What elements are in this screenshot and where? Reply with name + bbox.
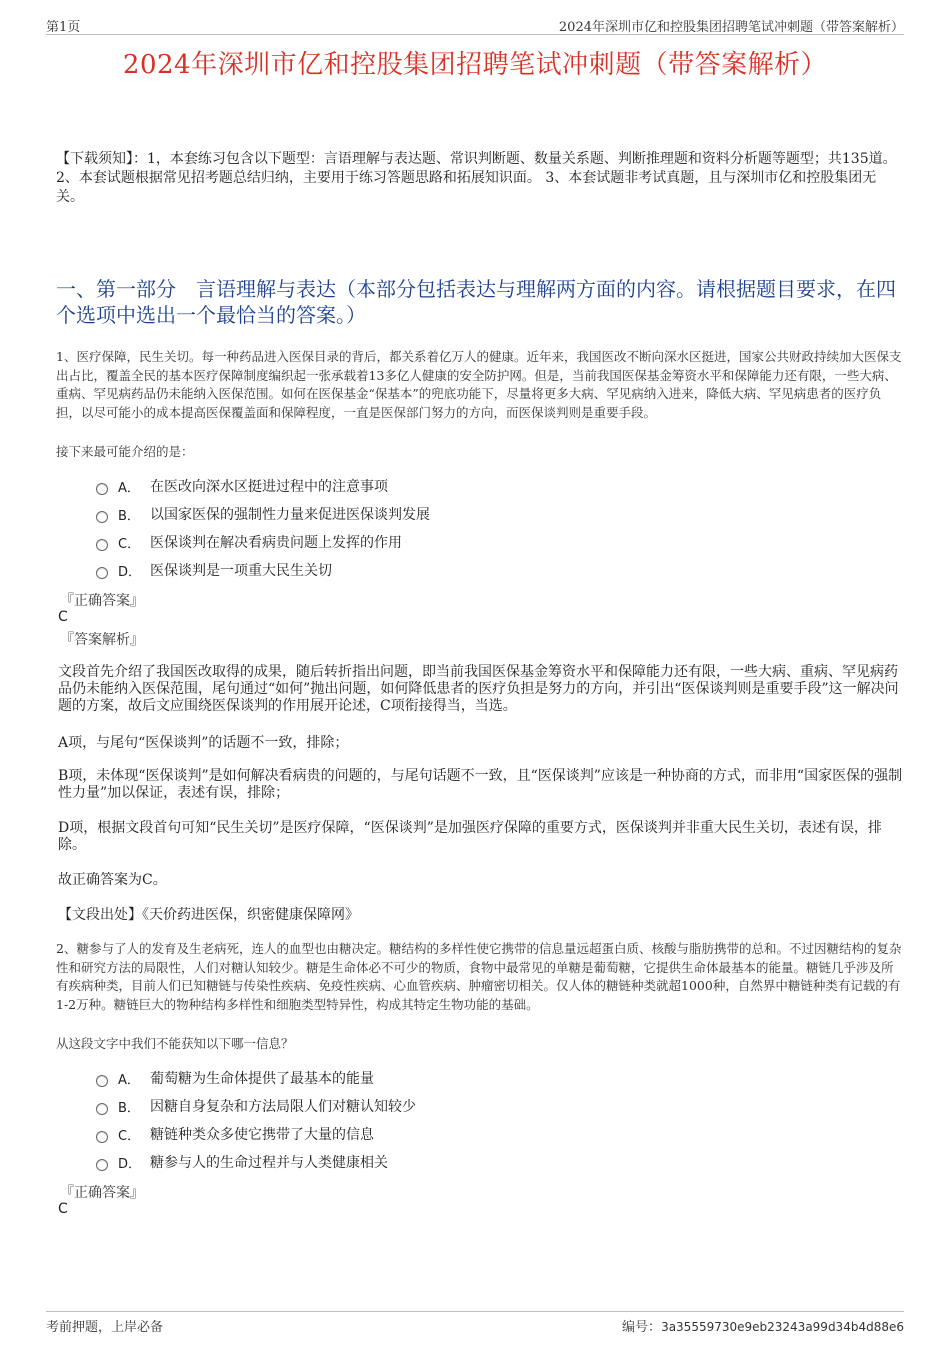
question-1-analysis-p3: B项，未体现“医保谈判”是如何解决看病贵的问题的，与尾句话题不一致，且“医保谈判”应该是一种协商的方式，而非用“国家医保的强制性力量”加以保证，表述有误，排除； bbox=[58, 768, 903, 801]
radio-icon[interactable] bbox=[96, 1103, 108, 1115]
question-1-analysis-p4: D项，根据文段首句可知“民生关切”是医疗保障，“医保谈判”是加强医疗保障的重要方式，医保谈判并非重大民生关切，表述有误，排除。 bbox=[58, 820, 882, 853]
page-footer bbox=[46, 1311, 904, 1334]
radio-icon[interactable] bbox=[96, 483, 108, 495]
question-2-option-d[interactable]: D． 糖参与人的生命过程并与人类健康相关 bbox=[96, 1148, 416, 1176]
page-number: 第1页 bbox=[46, 20, 81, 35]
question-2-options bbox=[96, 1064, 416, 1176]
question-1-prompt: 接下来最可能介绍的是： bbox=[56, 444, 194, 459]
question-1-options bbox=[96, 472, 430, 584]
question-1-text: 1、医疗保障，民生关切。每一种药品进入医保目录的背后，都关系着亿万人的健康。近年来，我国医改不断向深水区挺进，国家公共财政持续加大医保支出占比，覆盖全民的基本医疗保障制度编织起一张承载着13多亿人健康的安全防护网。但是，当前我国医保基金筹资水平和保障能力还有限，一些大病、重病、罕见病药品仍未能纳入医保范围。如何在医保基金“保基本”的兜底功能下，尽量将更多大病、罕见病纳入进来，降低大病、罕见病患者的医疗负担，以尽可能小的成本提高医保覆盖面和保障程度，一直是医保部门努力的方向，而医保谈判则是重要手段。 bbox=[56, 349, 902, 420]
question-1-answer-label: 『正确答案』 bbox=[60, 593, 144, 609]
footer-code bbox=[622, 1316, 904, 1335]
question-2-option-b[interactable]: B． 因糖自身复杂和方法局限人们对糖认知较少 bbox=[96, 1092, 416, 1120]
question-1-option-c[interactable]: C． 医保谈判在解决看病贵问题上发挥的作用 bbox=[96, 528, 430, 556]
section-heading: 一、第一部分 言语理解与表达（本部分包括表达与理解两方面的内容。请根据题目要求，在四个选项中选出一个最恰当的答案。） bbox=[56, 277, 896, 327]
question-1-answer: C bbox=[58, 609, 68, 625]
question-1-analysis-label: 『答案解析』 bbox=[60, 632, 144, 648]
document-title: 2024年深圳市亿和控股集团招聘笔试冲刺题（带答案解析） bbox=[122, 50, 828, 80]
header-doc-title: 2024年深圳市亿和控股集团招聘笔试冲刺题（带答案解析） bbox=[558, 20, 904, 35]
question-2-text: 2、糖参与了人的发育及生老病死，连人的血型也由糖决定。糖结构的多样性使它携带的信息量远超蛋白质、核酸与脂肪携带的总和。不过因糖结构的复杂性和研究方法的局限性，人们对糖认知较少。糖是生命体必不可少的物质，食物中最常见的单糖是葡萄糖，它提供生命体最基本的能量。糖链几乎涉及所有疾病种类，目前人们已知糖链与传染性疾病、免疫性疾病、心血管疾病、肿瘤密切相关。仅人体的糖链种类就超1000种，自然界中糖链种类有记载的有1-2万种。糖链巨大的物种结构多样性和细胞类型特异性，构成其特定生物功能的基础。 bbox=[56, 941, 902, 1012]
question-2-option-c[interactable]: C． 糖链种类众多使它携带了大量的信息 bbox=[96, 1120, 416, 1148]
radio-icon[interactable] bbox=[96, 1131, 108, 1143]
question-1-analysis-p5: 故正确答案为C。 bbox=[58, 872, 167, 888]
radio-icon[interactable] bbox=[96, 511, 108, 523]
question-1-analysis-p1: 文段首先介绍了我国医改取得的成果，随后转折指出问题，即当前我国医保基金筹资水平和保障能力还有限，一些大病、重病、罕见病药品仍未能纳入医保范围，尾句通过“如何”抛出问题，如何降低患者的医疗负担是努力的方向，并引出“医保谈判则是重要手段”这一解决问题的方案，故后文应围绕医保谈判的作用展开论述，C项衔接得当，当选。 bbox=[58, 664, 899, 714]
question-2-answer: C bbox=[58, 1201, 68, 1217]
question-2-prompt: 从这段文字中我们不能获知以下哪一信息？ bbox=[56, 1036, 294, 1051]
footer-code-label: 编号： bbox=[622, 1320, 662, 1335]
radio-icon[interactable] bbox=[96, 567, 108, 579]
question-1-option-d[interactable]: D． 医保谈判是一项重大民生关切 bbox=[96, 556, 430, 584]
footer-code-value: 3a35559730e9eb23243a99d34b4d88e6 bbox=[661, 1320, 904, 1334]
footer-slogan: 考前押题，上岸必备 bbox=[46, 1320, 164, 1335]
question-1-option-a[interactable]: A． 在医改向深水区挺进过程中的注意事项 bbox=[96, 472, 430, 500]
page-header bbox=[46, 14, 904, 35]
radio-icon[interactable] bbox=[96, 1159, 108, 1171]
question-1-option-b[interactable]: B． 以国家医保的强制性力量来促进医保谈判发展 bbox=[96, 500, 430, 528]
question-1-analysis-p2: A项，与尾句“医保谈判”的话题不一致，排除； bbox=[58, 735, 349, 751]
download-notice: 【下载须知】：1，本套练习包含以下题型：言语理解与表达题、常识判断题、数量关系题、判断推理题和资料分析题等题型；共135道。 2、本套试题根据常见招考题总结归纳，主要用于练习答题思路和拓展知识面。 3、本套试题非考试真题，且与深圳市亿和控股集团无关。 bbox=[56, 151, 897, 205]
radio-icon[interactable] bbox=[96, 539, 108, 551]
question-1-source: 【文段出处】《天价药进医保，织密健康保障网》 bbox=[58, 907, 359, 923]
radio-icon[interactable] bbox=[96, 1075, 108, 1087]
question-2-answer-label: 『正确答案』 bbox=[60, 1185, 144, 1201]
question-2-option-a[interactable]: A． 葡萄糖为生命体提供了最基本的能量 bbox=[96, 1064, 416, 1092]
